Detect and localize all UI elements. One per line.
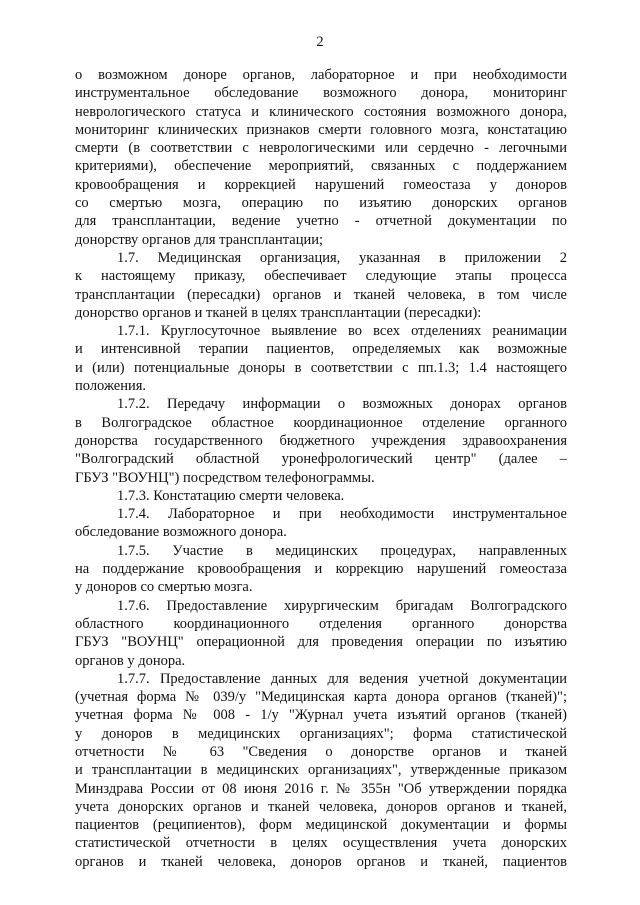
text-line: 1.7.6. Предоставление хирургическим бригадам Волгоградского bbox=[117, 597, 567, 614]
text-line: со смертью мозга, операцию по изъятию донорских органов bbox=[75, 195, 567, 212]
text-line: 1.7.7. Предоставление данных для ведения учетной документации bbox=[117, 670, 567, 687]
text-line: органов у донора. bbox=[75, 652, 186, 669]
text-line: на поддержание кровообращения и коррекцию нарушений гомеостаза bbox=[75, 561, 567, 578]
text-line: ГБУЗ "ВОУНЦ") посредством телефонограммы. bbox=[75, 469, 375, 486]
text-line: смерти (в соответствии с неврологическими или сердечно - легочными bbox=[75, 140, 567, 157]
text-line: 1.7.5. Участие в медицинских процедурах, направленных bbox=[117, 542, 567, 559]
text-line: трансплантации (пересадки) органов и тканей человека, в том числе bbox=[75, 286, 567, 303]
page-number: 2 bbox=[316, 34, 324, 50]
text-line: у доноров в медицинских организациях"; форма статистической bbox=[75, 725, 567, 742]
text-line: органов и тканей человека, доноров органов и тканей, пациентов bbox=[75, 853, 567, 870]
text-line: областного координационного отделения органного донорства bbox=[75, 615, 567, 632]
text-line: у доноров со смертью мозга. bbox=[75, 579, 253, 596]
text-line: мониторинг клинических признаков смерти головного мозга, констатацию bbox=[75, 121, 567, 138]
text-line: ГБУЗ "ВОУНЦ" операционной для проведения операции по изъятию bbox=[75, 634, 567, 651]
text-line: донорства государственного бюджетного учреждения здравоохранения bbox=[75, 432, 567, 449]
text-line: учетная форма № 008 - 1/у "Журнал учета изъятий органов (тканей) bbox=[75, 707, 567, 724]
text-line: донорство органов и тканей в целях трансплантации (пересадки): bbox=[75, 304, 482, 321]
text-line: в Волгоградское областное координационное отделение органного bbox=[75, 414, 567, 431]
text-line: 1.7.4. Лабораторное и при необходимости инструментальное bbox=[117, 506, 567, 523]
text-line: 1.7.1. Круглосуточное выявление во всех отделениях реанимации bbox=[117, 323, 567, 340]
text-line: и интенсивной терапии пациентов, определяемых как возможные bbox=[75, 341, 567, 358]
text-line: Минздрава России от 08 июня 2016 г. № 355н "Об утверждении порядка bbox=[75, 780, 567, 797]
text-line: обследование возможного донора. bbox=[75, 524, 287, 541]
text-line: "Волгоградский областной уронефрологический центр" (далее – bbox=[75, 451, 567, 468]
text-line: донорству органов для трансплантации; bbox=[75, 231, 324, 248]
text-line: о возможном доноре органов, лабораторное и при необходимости bbox=[75, 67, 567, 83]
text-line: и трансплантации в медицинских организациях", утвержденные приказом bbox=[75, 762, 567, 779]
text-line: для трансплантации, ведение учетно - отчетной документации по bbox=[75, 213, 567, 230]
text-line: 1.7. Медицинская организация, указанная в приложении 2 bbox=[117, 249, 567, 266]
text-line: и (или) потенциальные доноры в соответствии с пп.1.3; 1.4 настоящего bbox=[75, 359, 567, 376]
text-line: неврологического статуса и клинического состояния возможного донора, bbox=[75, 103, 567, 120]
text-line: пациентов (реципиентов), форм медицинской документации и формы bbox=[75, 817, 567, 834]
text-line: кровообращения и коррекцией нарушений гомеостаза у доноров bbox=[75, 176, 567, 193]
text-line: инструментальное обследование возможного донора, мониторинг bbox=[75, 85, 567, 102]
document-body bbox=[75, 66, 567, 871]
text-line: к настоящему приказу, обеспечивает следующие этапы процесса bbox=[75, 268, 567, 285]
text-line: 1.7.3. Констатацию смерти человека. bbox=[117, 487, 345, 504]
text-line: критериями), обеспечение мероприятий, связанных с поддержанием bbox=[75, 158, 567, 175]
text-line: 1.7.2. Передачу информации о возможных донорах органов bbox=[117, 396, 567, 413]
text-line: положения. bbox=[75, 378, 147, 395]
text-line: (учетная форма № 039/у "Медицинская карта донора органов (тканей)"; bbox=[75, 689, 567, 706]
text-line: учета донорских органов и тканей человека, доноров органов и тканей, bbox=[75, 798, 567, 815]
text-line: статистической отчетности в целях осуществления учета донорских bbox=[75, 835, 567, 852]
text-line: отчетности № 63 "Сведения о донорстве органов и тканей bbox=[75, 743, 567, 760]
